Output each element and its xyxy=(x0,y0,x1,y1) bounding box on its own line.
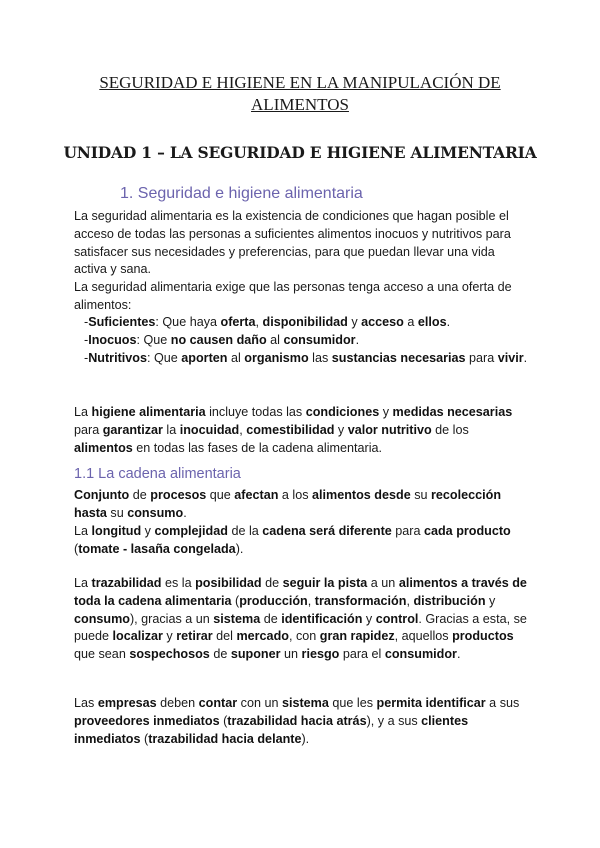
list-item-suficientes: -Suficientes: Que haya oferta, disponibilidad y acceso a ellos. xyxy=(84,315,451,329)
subsection-heading: 1.1 La cadena alimentaria xyxy=(74,466,241,482)
section-heading: 1. Seguridad e higiene alimentaria xyxy=(120,185,363,202)
list-item-inocuos: -Inocuos: Que no causen daño al consumidor. xyxy=(84,333,360,347)
paragraph-hygiene: La higiene alimentaria incluye todas las condiciones y medidas necesarias para garantizar la inocuidad, comestibilidad y valor nutritivo de los alimentos en todas las fases de la cadena alimentaria. xyxy=(74,405,513,455)
paragraph-companies: Las empresas deben contar con un sistema que les permita identificar a sus proveedores inmediatos (trazabilidad hacia atrás), y a sus clientes inmediatos (trazabilidad hacia delante). xyxy=(74,696,520,746)
paragraph-traceability: La trazabilidad es la posibilidad de seguir la pista a un alimentos a través de toda la cadena alimentaria (producción, transformación, distribución y consumo), gracias a un sistema de identificación y control. Gracias a esta, se puede localizar y retirar del mercado, con gran rapidez, aquellos productos que sean sospechosos de suponer un riesgo para el consumidor. xyxy=(74,576,527,662)
paragraph-chain-length: La longitud y complejidad de la cadena será diferente para cada producto (tomate - lasaña congelada). xyxy=(74,524,511,556)
list-item-nutritivos: -Nutritivos: Que aporten al organismo las sustancias necesarias para vivir. xyxy=(84,351,528,365)
paragraph-chain-definition: Conjunto de procesos que afectan a los alimentos desde su recolección hasta su consumo. xyxy=(74,488,502,520)
unit-heading: UNIDAD 1 – LA SEGURIDAD E HIGIENE ALIMENTARIA xyxy=(63,143,537,162)
paragraph-requirements: La seguridad alimentaria exige que las personas tenga acceso a una oferta de alimentos: xyxy=(74,280,512,312)
document-title: SEGURIDAD E HIGIENE EN LA MANIPULACIÓN DE ALIMENTOS xyxy=(99,73,501,114)
paragraph-definition: La seguridad alimentaria es la existencia de condiciones que hagan posible el acceso de todas las personas a suficientes alimentos inocuos y nutritivos para satisfacer sus necesidades y preferencias, para que puedan llevar una vida activa y sana. xyxy=(74,209,511,277)
